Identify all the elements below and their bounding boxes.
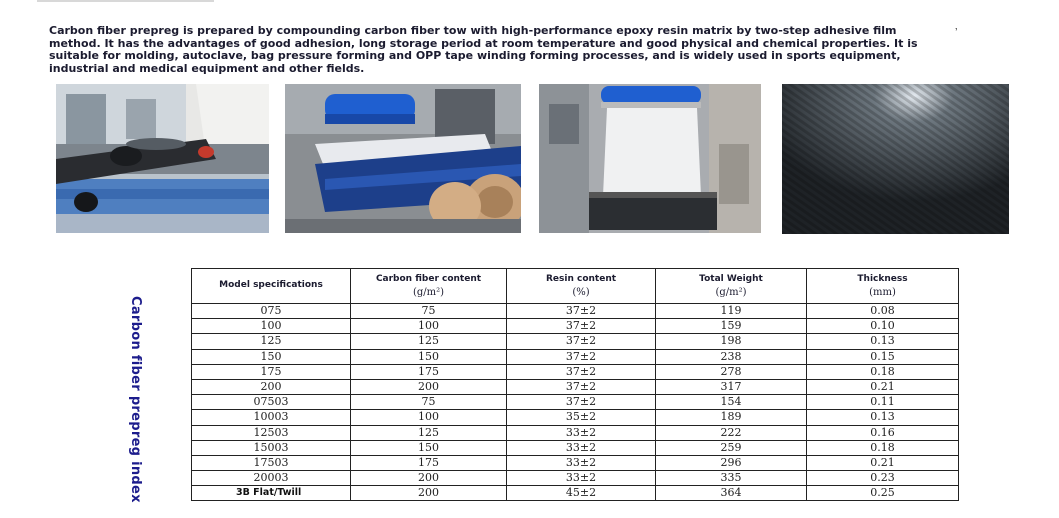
table-row: 17503 175 33±2 296 0.21 xyxy=(192,455,959,470)
photo-blue-film-rolls xyxy=(285,84,521,233)
table-row: 175 175 37±2 278 0.18 xyxy=(192,364,959,379)
intro-paragraph: Carbon fiber prepreg is prepared by compounding carbon fiber tow with high-performance epoxy resin matrix by two-step adhesive film method. It has the advantages of good adhesion, long storage period at room temperature and good physical and chemical properties. It is suitable for molding, autoclave, bag pressure forming and OPP tape winding forming processes, and is widely used in sports equipment, industrial and medical equipment and other fields. xyxy=(49,24,918,75)
photo-carbon-fiber-surface xyxy=(782,84,1009,234)
header-thickness: Thickness (mm) xyxy=(807,269,959,304)
top-divider xyxy=(37,0,214,2)
photo-prepreg-machine-rollers xyxy=(56,84,269,233)
table-row: 075 75 37±2 119 0.08 xyxy=(192,304,959,319)
header-resin-content: Resin content (%) xyxy=(507,269,656,304)
side-mark: ‚ xyxy=(955,20,958,32)
prepreg-spec-table xyxy=(191,268,959,501)
header-carbon-fiber-content: Carbon fiber content (g/m²) xyxy=(351,269,507,304)
header-total-weight: Total Weight (g/m²) xyxy=(656,269,807,304)
table-row: 125 125 37±2 198 0.13 xyxy=(192,334,959,349)
table-row: 3B Flat/Twill 200 45±2 364 0.25 xyxy=(192,486,959,501)
side-title-prepreg-index: Carbon fiber prepreg index xyxy=(128,296,143,503)
table-row: 200 200 37±2 317 0.21 xyxy=(192,379,959,394)
table-header-row xyxy=(192,269,959,304)
table-row: 10003 100 35±2 189 0.13 xyxy=(192,410,959,425)
table-row: 07503 75 37±2 154 0.11 xyxy=(192,395,959,410)
table-row: 150 150 37±2 238 0.15 xyxy=(192,349,959,364)
header-model: Model specifications xyxy=(192,269,351,304)
photo-white-film-machine xyxy=(539,84,761,233)
table-row: 20003 200 33±2 335 0.23 xyxy=(192,471,959,486)
table-row: 100 100 37±2 159 0.10 xyxy=(192,319,959,334)
table-row: 12503 125 33±2 222 0.16 xyxy=(192,425,959,440)
table-row: 15003 150 33±2 259 0.18 xyxy=(192,440,959,455)
